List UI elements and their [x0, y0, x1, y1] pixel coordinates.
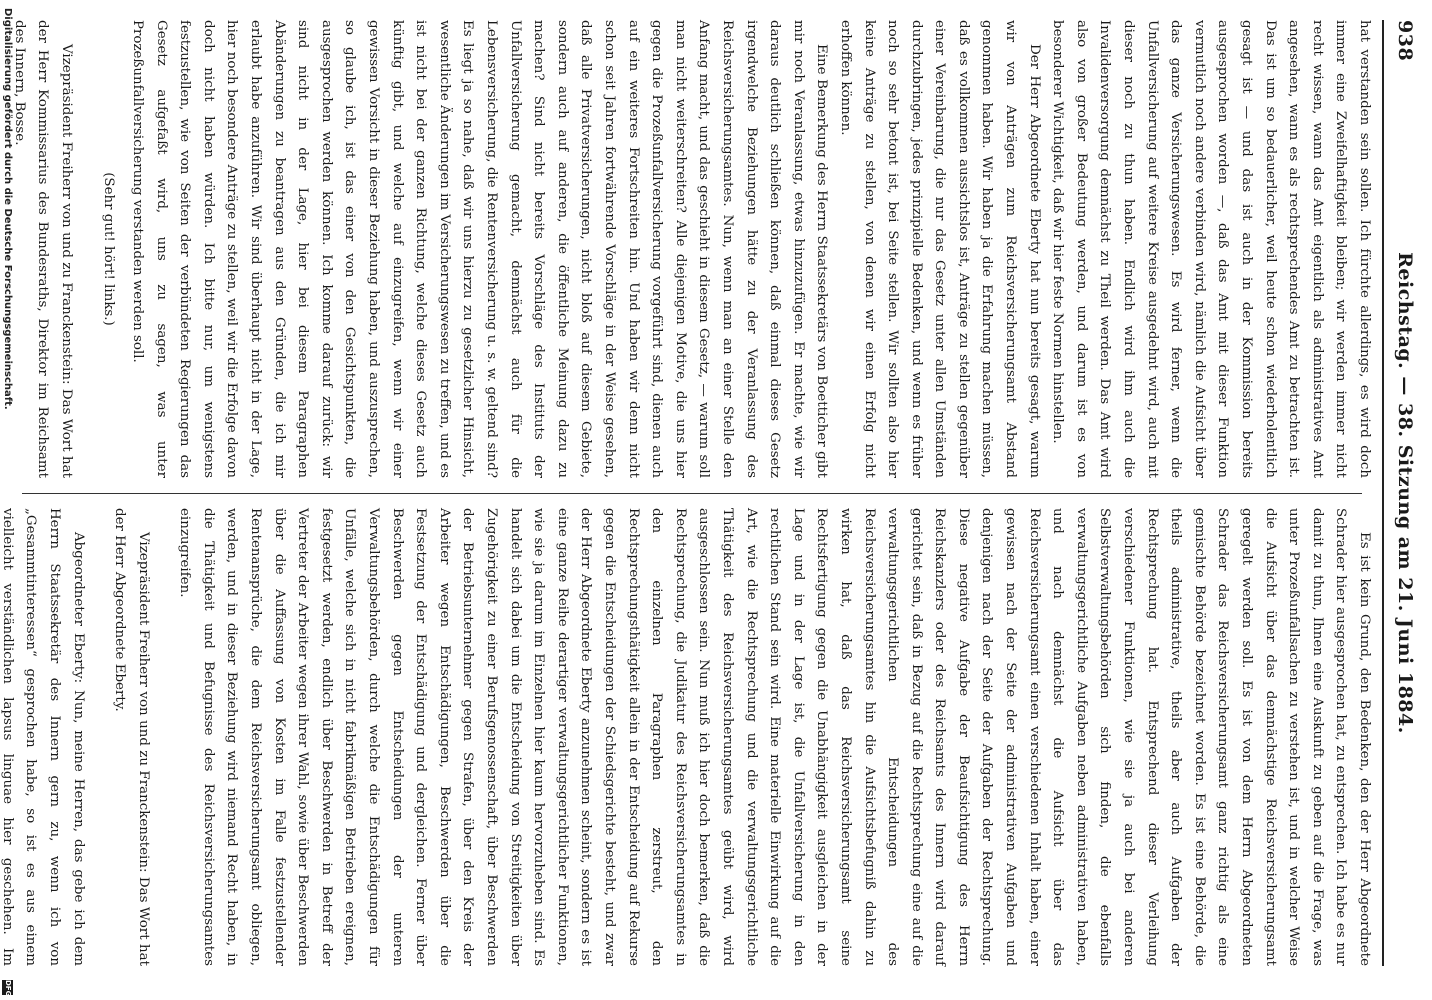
right-column [0, 508, 1376, 966]
page-header [1386, 20, 1416, 966]
speaker-eberty: Abgeordneter Eberty: Nun, meine Herren, das gebe ich dem Herrn Staatssekretär des Innern gern zu, wenn ich von „Gesammtinteressen“ gesprochen habe, so ist es aus einem vielleicht verständlichen lapsus linguae hier geschehen. Im [0, 508, 86, 966]
paragraph: Eine Bemerkung des Herrn Staatssekretärs von Boetticher gibt mir noch Veranlassung, etwas hinzuzufügen. Er machte, wie wir daraus deutlich schließen können, daß einmal dieses Gesetz irgendwelche Beziehungen hätte zu der Veranlassung des Reichsversicherungsamtes. Nun, wenn man an einer Stelle den Anfang macht, und das geschieht in diesem Gesetz, — warum soll man nicht weiterschreiten? Alle diejenigen Motive, die uns hier gegen die Prozeßunfallversicherung vorgeführt sind, dienen auch auf ein weiteres Fortschreiten hin. Und haben wir denn nicht schon seit Jahren fortwährende Vorschläge in der Weise gesehen, daß alle Privatversicherungen, nicht bloß auf diesem Gebiete, sondern auch auf anderen, die öffentliche Meinung dazu zu machen? Sind nicht bereits Vorschläge des Instituts der Unfallversicherung gemacht, demnächst auch für die Lebensversicherung, die Rentenversicherung u. s. w. geltend sind? Es liegt ja so nahe, daß wir uns hierzu zu gesetzlicher Hinsicht, wesentliche Änderungen im Versicherungswesen zu treffen, und es ist nicht bei der ganzen Richtung, welche dieses Gesetz auch künftig gibt, und welche auf einzugreifen, wenn wir einer gewissen Vorsicht in dieser Beziehung haben, und auszusprechen, so glaube ich, ist das einer von den Gesichtspunkten, die ausgesprochen werden können. Ich komme darauf zurück: wir sind nicht in der Lage, hier bei diesem Paragraphen Abänderungen zu beantragen aus den Gründen, die ich mir erlaubt habe anzuführen. Wir sind überhaupt nicht in der Lage, hier noch besondere Anträge zu stellen, weil wir die Erfolge davon doch nicht haben würden. Ich bitte nur, um wenigstens festzustellen, wie von Seiten der verbündeten Regierungen das Gesetz aufgefaßt wird, uns zu sagen, was unter Prozeßunfallversicherung verstanden werden soll. [130, 20, 830, 478]
footer-text: Digitalisierung gefördert durch die Deutsche Forschungsgemeinschaft. [2, 8, 13, 410]
paragraph: Der Herr Abgeordnete Eberty hat nun bereits gesagt, warum wir von Anträgen zum Reichsversicherungsamt Abstand genommen haben. Wir haben ja die Erfahrung machen müssen, daß es vollkommen aussichtslos ist, Anträge zu stellen gegenüber einer Vereinbarung, die nur das Gesetz unter allen Umständen durchzubringen, jedes prinzipielle Bedenken, und wenn es früher noch so sehr betont ist, bei Seite stellen. Wir sollten also hier keine Anträge zu stellen, von denen wir einen Erfolg nicht erhoffen können. [837, 20, 1042, 478]
dfg-logo-icon: DFG [4, 980, 12, 997]
digitization-footer [0, 0, 13, 1000]
interjection: (Sehr gut! hört! links.) [100, 172, 116, 326]
paragraph: hat verstanden sein sollen. Ich fürchte allerdings, es wird doch immer eine Zweifelhaftigkeit bleiben; wir werden immer nicht recht wissen, wann das Amt eigentlich als administratives Amt angesehen, wann es als rechtsprechendes Amt zu betrachten ist. Das ist um so bedauerlicher, weil heute schon wiederholentlich gesagt ist — und das ist auch in der Kommission bereits ausgesprochen worden —, daß das Amt mit dieser Funktion vermutlich noch andere verbinden wird, nämlich die Aufsicht über das ganze Versicherungswesen. Es wird ferner, wenn die Unfallversicherung auf weitere Kreise ausgedehnt wird, auch mit dieser noch zu thun haben. Endlich wird ihm auch die Invalidenversorgung demnächst zu Theil werden. Das Amt wird also von großer Bedeutung werden, und darum ist es von besonderer Wichtigkeit, daß wir hier feste Normen hinstellen. [1050, 20, 1372, 478]
column-divider [22, 493, 1362, 494]
speaker-president: Vizepräsident Freiherr von und zu Franckenstein: Das Wort hat der Herr Kommissarius des Bundesraths, Direktor im Reichsamt des Innern, Bosse. [11, 20, 74, 478]
left-column [0, 20, 1376, 478]
paragraph: Es ist kein Grund, den Bedenken, den der Herr Abgeordnete Schrader hier ausgesprochen hat, zu entsprechen. Ich habe es nur damit zu thun, Ihnen eine Auskunft zu geben auf die Frage, was unter Prozeßunfallsachen zu verstehen ist, und in welcher Weise die Aufsicht über das demnächstige Reichsversicherungsamt geregelt werden soll. Es ist von dem Herrn Abgeordneten Schrader das Reichsversicherungsamt ganz richtig als eine gemischte Behörde bezeichnet worden. Es ist eine Behörde, die theils administrative, theils aber auch Aufgaben der Rechtsprechung hat. Entsprechend dieser Verleihung verschiedener Funktionen, wie sie ja auch bei anderen Selbstverwaltungsbehörden sich finden, die ebenfalls verwaltungsgerichtliche Aufgaben neben administrativen haben, und nach demnächst die Aufsicht über das Reichsversicherungsamt einen verschiedenen Inhalt haben, einer gewissen nach der Seite der administrativen Aufgaben und denjenigen nach der Seite der Aufgaben der Rechtsprechung. Diese negative Aufgabe der Beaufsichtigung des Herrn Reichskanzlers oder des Reichsamts des Innern wird darauf gerichtet sein, daß in Bezug auf die Rechtsprechung eine auf die verwaltungsgerichtlichen Entscheidungen des Reichsversicherungsamtes hin die Aufsichtsbefugniß dahin zu wirken hat, daß das Reichsversicherungsamt seine Rechtsfertigung gegen die Unabhängigkeit ausgleichen in der Lage und in der Lage ist, die Unfallversicherung in den rechtlichen Stand sein wird. Eine materielle Einwirkung auf die Art, wie die Rechtsprechung und die verwaltungsgerichtliche Thätigkeit des Reichsversicherungsamtes geübt wird, wird ausgeschlossen sein. Nun muß ich hier doch bemerken, daß die Rechtsprechung, die Judikatur des Reichsversicherungsamtes in den einzelnen Paragraphen zerstreut, den Rechtsprechungsthätigkeit allein in der Entscheidung auf Rekurse gegen die Entscheidungen der Schiedsgerichte besteht, und zwar der Herr Abgeordnete Eberty anzunehmen scheint, sondern es ist eine ganze Reihe derartiger verwaltungsgerichtlicher Funktionen, wie sie ja darum im Einzelnen hier kaum hervorzuheben sind. Es handelt sich dabei um die Entscheidung von Streitigkeiten über Zugehörigkeit zu einer Berufsgenossenschaft, über Beschwerden der Betriebsunternehmer gegen Strafen, über den Kreis der Arbeiter wegen Entschädigungen, Beschwerden über die Festsetzung der Entschädigung und dergleichen. Ferner über Beschwerden gegen Entscheidungen der unteren Verwaltungsbehörden, durch welche die Entschädigungen für Unfälle, welche sich in nicht fabrikmäßigen Betrieben ereignen, festgesetzt werden, endlich über Beschwerden in Betreff der Vertreter der Arbeiter wegen ihrer Wahl, sowie über Beschwerden über die Auffassung von Kosten im Falle festzustellender Rentenansprüche, die dem Reichsversicherungsamt obliegen, werden, und in dieser Beziehung wird niemand Recht haben, in die Thätigkeit und Befugnisse des Reichsversicherungsamtes einzugreifen. [177, 508, 1372, 966]
speaker-president: Vizepräsident Freiherr von und zu Franckenstein: Das Wort hat der Herr Abgeordnete Eberty. [112, 508, 151, 966]
page-number: 938 [1394, 20, 1416, 62]
header-rule [1382, 20, 1384, 966]
running-title: Reichstag. — 38. Sitzung am 21. Juni 1884. [1394, 252, 1416, 734]
